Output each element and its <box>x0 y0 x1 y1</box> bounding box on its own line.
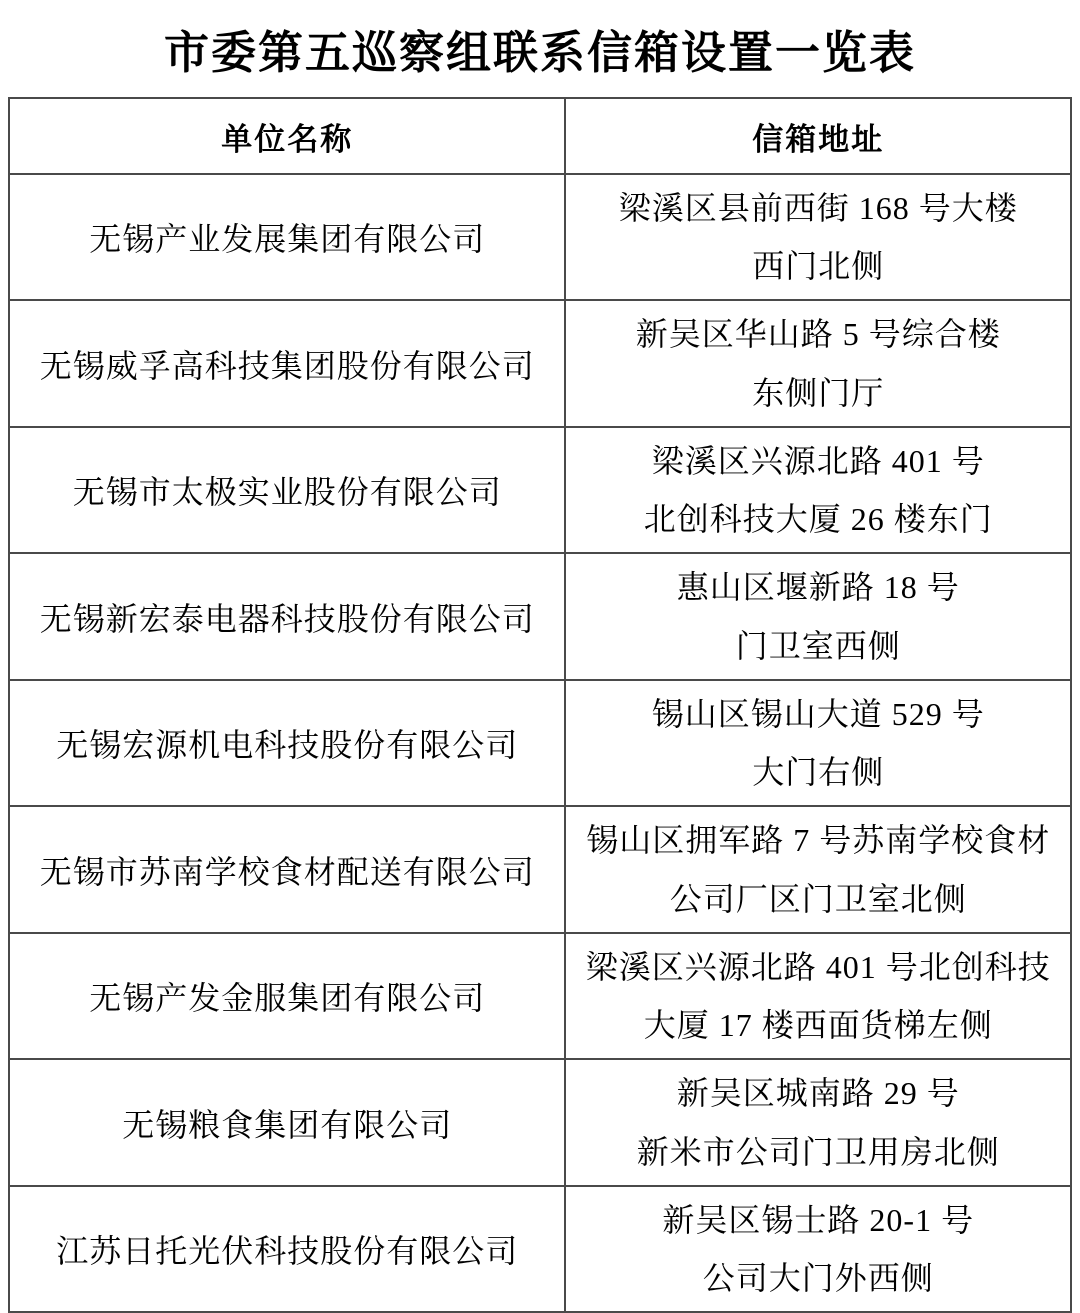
address-line-1: 新吴区城南路 29 号 <box>676 1075 960 1112</box>
table-row <box>9 1059 1071 1185</box>
company-name-cell: 无锡市太极实业股份有限公司 <box>9 427 565 553</box>
mailbox-address-cell <box>565 1059 1071 1185</box>
header-row <box>9 98 1071 174</box>
company-name-cell: 无锡产发金服集团有限公司 <box>9 933 565 1059</box>
mailbox-address-cell <box>565 553 1071 679</box>
company-name-cell: 江苏日托光伏科技股份有限公司 <box>9 1186 565 1312</box>
mailbox-address-cell <box>565 427 1071 553</box>
mailbox-address-cell <box>565 1186 1071 1312</box>
table-row <box>9 933 1071 1059</box>
table-row <box>9 174 1071 300</box>
mailbox-address-cell <box>565 806 1071 932</box>
table-row <box>9 553 1071 679</box>
company-name-cell: 无锡产业发展集团有限公司 <box>9 174 565 300</box>
table-row <box>9 806 1071 932</box>
company-name-cell: 无锡威孚高科技集团股份有限公司 <box>9 300 565 426</box>
address-line-2: 东侧门厅 <box>752 374 885 411</box>
address-line-2: 大厦 17 楼西面货梯左侧 <box>643 1007 993 1044</box>
address-line-1: 梁溪区兴源北路 401 号 <box>651 442 985 479</box>
address-line-1: 惠山区堰新路 18 号 <box>676 569 960 606</box>
table-body <box>9 174 1071 1312</box>
address-line-1: 锡山区锡山大道 529 号 <box>651 695 985 732</box>
table-row <box>9 427 1071 553</box>
address-line-2: 公司大门外西侧 <box>702 1259 934 1296</box>
address-line-1: 新吴区锡士路 20-1 号 <box>662 1201 975 1238</box>
column-header-mailbox-address: 信箱地址 <box>565 98 1071 174</box>
table-row <box>9 1186 1071 1312</box>
mailbox-table <box>8 97 1072 1313</box>
address-line-2: 大门右侧 <box>752 754 885 791</box>
company-name-cell: 无锡粮食集团有限公司 <box>9 1059 565 1185</box>
table-row <box>9 300 1071 426</box>
mailbox-address-cell <box>565 680 1071 806</box>
mailbox-address-cell <box>565 300 1071 426</box>
mailbox-address-cell <box>565 174 1071 300</box>
address-line-1: 梁溪区县前西街 168 号大楼 <box>618 190 1018 226</box>
company-name-cell: 无锡宏源机电科技股份有限公司 <box>9 680 565 806</box>
address-line-2: 西门北侧 <box>752 248 885 285</box>
table-header <box>9 98 1071 174</box>
address-line-1: 梁溪区兴源北路 401 号北创科技 <box>585 948 1051 985</box>
address-line-2: 公司厂区门卫室北侧 <box>669 880 967 917</box>
address-line-1: 锡山区拥军路 7 号苏南学校食材 <box>586 822 1051 859</box>
address-line-2: 门卫室西侧 <box>735 627 901 664</box>
address-line-1: 新吴区华山路 5 号综合楼 <box>635 316 1001 353</box>
mailbox-address-cell <box>565 933 1071 1059</box>
company-name-cell: 无锡市苏南学校食材配送有限公司 <box>9 806 565 932</box>
address-line-2: 新米市公司门卫用房北侧 <box>636 1133 1000 1170</box>
page-title: 市委第五巡察组联系信箱设置一览表 <box>163 28 916 78</box>
company-name-cell: 无锡新宏泰电器科技股份有限公司 <box>9 553 565 679</box>
address-line-2: 北创科技大厦 26 楼东门 <box>643 501 993 538</box>
table-row <box>9 680 1071 806</box>
column-header-unit-name: 单位名称 <box>9 98 565 174</box>
